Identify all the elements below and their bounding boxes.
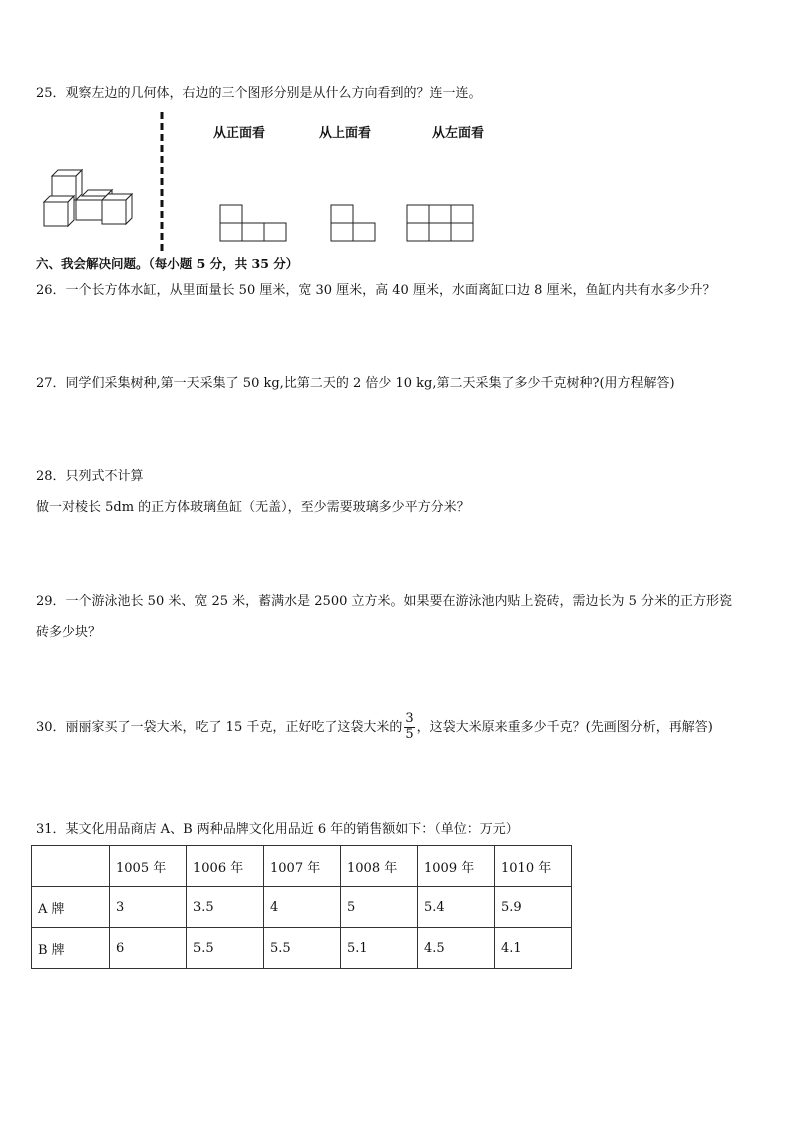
q30-before: 30．丽丽家买了一袋大米，吃了 15 千克，正好吃了这袋大米的 bbox=[36, 719, 403, 735]
cube-bottom-left bbox=[44, 196, 74, 226]
table-cell: 4.5 bbox=[418, 928, 495, 969]
table-cell: 3 bbox=[110, 887, 187, 928]
cube-right bbox=[102, 194, 132, 224]
fraction-denominator: 5 bbox=[405, 726, 414, 742]
table-header-cell bbox=[32, 846, 110, 887]
table-cell: 4 bbox=[264, 887, 341, 928]
q28-line1: 28．只列式不计算 bbox=[36, 469, 144, 484]
q29-line1: 29．一个游泳池长 50 米、宽 25 米，蓄满水是 2500 立方米。如果要在游泳池内贴上瓷砖，需边长为 5 分米的正方形瓷 bbox=[36, 594, 733, 609]
table-header-cell: 1006 年 bbox=[187, 846, 264, 887]
table-cell: 5 bbox=[341, 887, 418, 928]
q30-after: ，这袋大米原来重多少千克？(先画图分析，再解答) bbox=[416, 719, 713, 735]
table-cell: 5.1 bbox=[341, 928, 418, 969]
table-cell: 5.5 bbox=[187, 928, 264, 969]
view-label-top: 从上面看 bbox=[319, 126, 372, 141]
view-figure-1 bbox=[219, 204, 289, 242]
q28-line2: 做一对棱长 5dm 的正方体玻璃鱼缸（无盖），至少需要玻璃多少平方分米？ bbox=[36, 500, 470, 515]
view-figure-2 bbox=[330, 204, 376, 242]
table-cell: 3.5 bbox=[187, 887, 264, 928]
fraction bbox=[404, 712, 414, 743]
view-figure-3 bbox=[406, 204, 476, 242]
q30-text bbox=[36, 712, 713, 743]
table-cell: 5.5 bbox=[264, 928, 341, 969]
table-row-label: A 牌 bbox=[32, 887, 110, 928]
table-row-label: B 牌 bbox=[32, 928, 110, 969]
table-header-cell: 1008 年 bbox=[341, 846, 418, 887]
q31-text: 31．某文化用品商店 A、B 两种品牌文化用品近 6 年的销售额如下：（单位：万元） bbox=[36, 822, 519, 837]
table-cell: 5.9 bbox=[495, 887, 572, 928]
table-row bbox=[32, 928, 572, 969]
table-cell: 6 bbox=[110, 928, 187, 969]
table-header-cell: 1009 年 bbox=[418, 846, 495, 887]
table-header-cell: 1007 年 bbox=[264, 846, 341, 887]
table-row bbox=[32, 887, 572, 928]
view-label-front: 从正面看 bbox=[213, 126, 266, 141]
q27-text: 27．同学们采集树种,第一天采集了 50 kg,比第二天的 2 倍少 10 kg,第二天采集了多少千克树种?(用方程解答) bbox=[36, 376, 675, 391]
table-cell: 4.1 bbox=[495, 928, 572, 969]
solid-figure bbox=[40, 168, 142, 228]
table-header-cell: 1010 年 bbox=[495, 846, 572, 887]
sales-table bbox=[31, 845, 572, 969]
fraction-numerator: 3 bbox=[405, 711, 414, 726]
q25-text: 25．观察左边的几何体，右边的三个图形分别是从什么方向看到的？连一连。 bbox=[36, 86, 482, 101]
q29-line2: 砖多少块？ bbox=[36, 625, 102, 640]
view-label-left: 从左面看 bbox=[432, 126, 485, 141]
table-header-cell: 1005 年 bbox=[110, 846, 187, 887]
table-header-row bbox=[32, 846, 572, 887]
table-cell: 5.4 bbox=[418, 887, 495, 928]
section-title: 六、我会解决问题。（每小题 5 分，共 35 分） bbox=[36, 256, 299, 271]
q26-text: 26．一个长方体水缸，从里面量长 50 厘米，宽 30 厘米，高 40 厘米，水面离缸口边 8 厘米，鱼缸内共有水多少升？ bbox=[36, 283, 716, 298]
dashed-divider bbox=[159, 112, 165, 252]
